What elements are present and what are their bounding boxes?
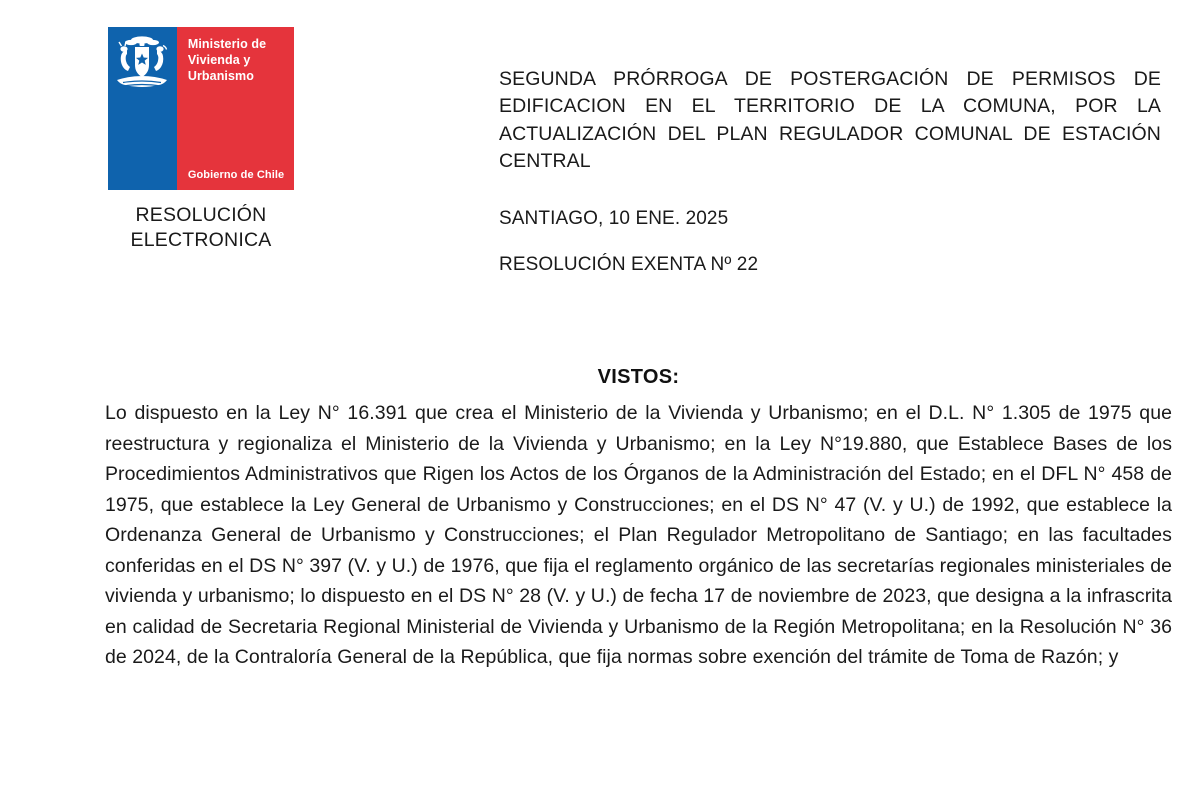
resolution-type-line-2: ELECTRONICA <box>130 228 272 251</box>
government-label: Gobierno de Chile <box>187 169 285 181</box>
document-header <box>499 66 1161 276</box>
chile-coat-of-arms-icon <box>111 34 173 92</box>
letterhead-logo-block <box>108 27 294 253</box>
ministry-line-3: Urbanismo <box>187 69 255 83</box>
place-and-date: SANTIAGO, 10 ENE. 2025 <box>499 208 729 230</box>
ministry-line-1: Ministerio de <box>187 37 267 51</box>
logo-red-panel <box>177 27 294 190</box>
vistos-heading: VISTOS: <box>597 366 680 388</box>
vistos-body-text: Lo dispuesto en la Ley N° 16.391 que crea el Ministerio de la Vivienda y Urbanismo; en el D.L. N° 1.305 de 1975 que reestructura y regionaliza el Ministerio de la Vivienda y Urbanismo; en la Ley N°19.880, que Establece Bases de los Procedimientos Administrativos que Rigen los Actos de los Órganos de la Administración del Estado; en el DFL N° 458 de 1975, que establece la Ley General de Urbanismo y Construcciones; en el DS N° 47 (V. y U.) de 1992, que establece la Ordenanza General de Urbanismo y Construcciones; el Plan Regulador Metropolitano de Santiago; en las facultades conferidas en el DS N° 397 (V. y U.) de 1976, que fija el reglamento orgánico de las secretarías regionales ministeriales de vivienda y urbanismo; lo dispuesto en el DS N° 28 (V. y U.) de fecha 17 de noviembre de 2023, que designa a la infrascrita en calidad de Secretaria Regional Ministerial de Vivienda y Urbanismo de la Región Metropolitana; en la Resolución N° 36 de 2024, de la Contraloría General de la República, que fija normas sobre exención del trámite de Toma de Razón; y <box>105 402 1172 669</box>
ministry-line-2: Vivienda y <box>187 53 251 67</box>
resolution-type-label <box>108 203 294 253</box>
resolution-number: RESOLUCIÓN EXENTA Nº 22 <box>499 254 759 276</box>
ministry-name <box>188 36 294 84</box>
logo-blue-panel <box>108 27 177 190</box>
minvu-logo <box>108 27 294 190</box>
document-title: SEGUNDA PRÓRROGA DE POSTERGACIÓN DE PERMISOS DE EDIFICACION EN EL TERRITORIO DE LA COMUNA, POR LA ACTUALIZACIÓN DEL PLAN REGULADOR COMUNAL DE ESTACIÓN CENTRAL <box>499 68 1161 172</box>
resolution-type-line-1: RESOLUCIÓN <box>135 204 267 226</box>
